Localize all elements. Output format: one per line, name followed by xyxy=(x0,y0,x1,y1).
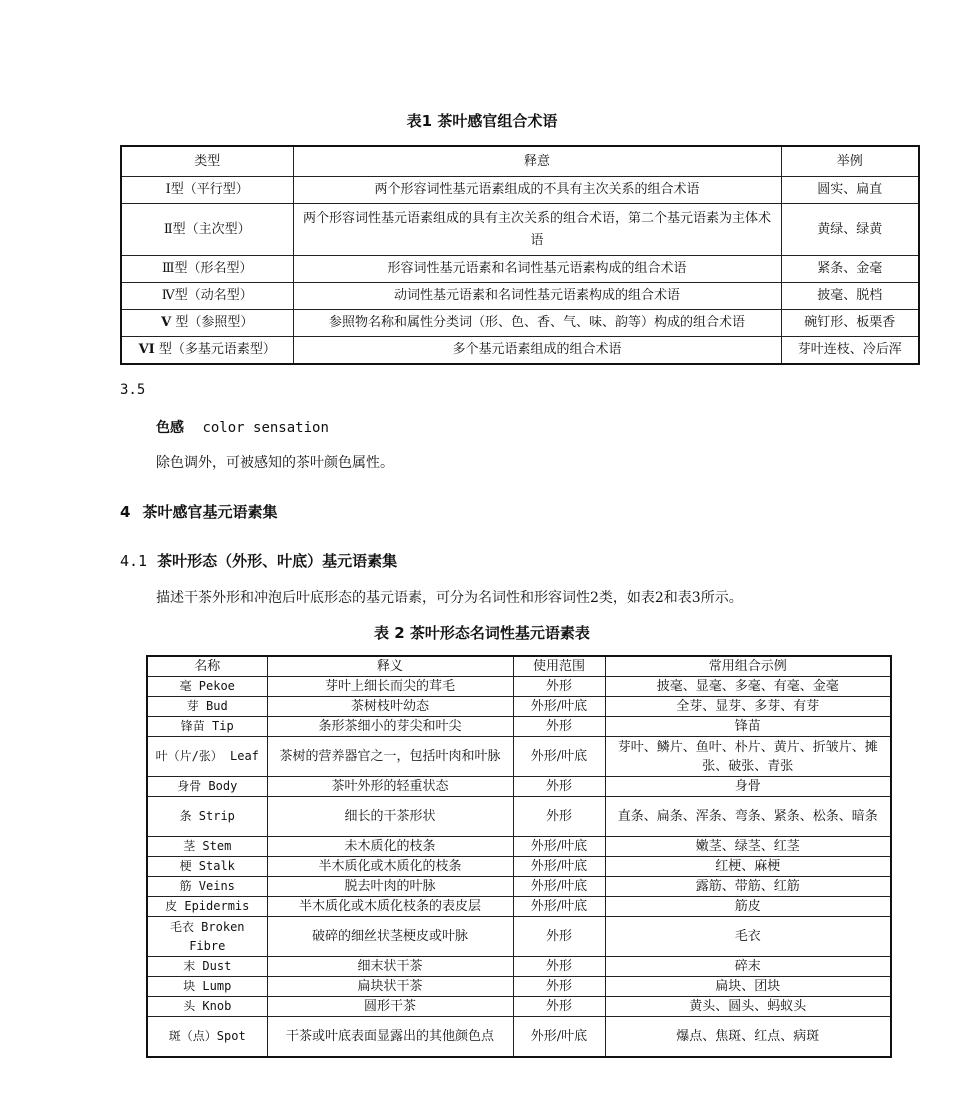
example-cell: 黄绿、绿黄 xyxy=(781,204,919,256)
type-cell: Ⅲ型（形名型） xyxy=(121,256,293,283)
examples-cell: 身骨 xyxy=(605,777,891,797)
body-paragraph: 描述干茶外形和冲泡后叶底形态的基元语素，可分为名词性和形容词性2类，如表2和表3所示。 xyxy=(156,590,743,606)
meaning-cell: 多个基元语素组成的组合术语 xyxy=(293,337,781,365)
table-row xyxy=(147,857,891,877)
meaning-cell: 扁块状干茶 xyxy=(267,977,513,997)
heading-title: 茶叶形态（外形、叶底）基元语素集 xyxy=(157,552,398,570)
heading-number: 4 xyxy=(120,503,131,521)
table-row xyxy=(147,897,891,917)
column-header: 举例 xyxy=(781,146,919,177)
name-cell: 毫 Pekoe xyxy=(147,677,267,697)
name-cell: 末 Dust xyxy=(147,957,267,977)
meaning-cell: 动词性基元语素和名词性基元语素构成的组合术语 xyxy=(293,283,781,310)
examples-cell: 红梗、麻梗 xyxy=(605,857,891,877)
name-cell: 头 Knob xyxy=(147,997,267,1017)
type-numeral: VI xyxy=(138,342,155,357)
meaning-cell: 芽叶上细长而尖的茸毛 xyxy=(267,677,513,697)
term-chinese: 色感 xyxy=(156,420,184,436)
meaning-cell: 未木质化的枝条 xyxy=(267,837,513,857)
type-numeral: V xyxy=(161,315,172,330)
table-row xyxy=(121,310,919,337)
scope-cell: 外形 xyxy=(513,977,605,997)
column-header: 常用组合示例 xyxy=(605,656,891,677)
examples-cell: 锋苗 xyxy=(605,717,891,737)
heading-title: 茶叶感官基元语素集 xyxy=(142,503,278,521)
examples-cell: 直条、扁条、浑条、弯条、紧条、松条、暗条 xyxy=(605,797,891,837)
scope-cell: 外形/叶底 xyxy=(513,737,605,777)
meaning-cell: 半木质化或木质化的枝条 xyxy=(267,857,513,877)
sensory-combination-terms-table xyxy=(120,145,920,365)
scope-cell: 外形/叶底 xyxy=(513,1017,605,1057)
examples-cell: 爆点、焦斑、红点、病斑 xyxy=(605,1017,891,1057)
examples-cell: 毛衣 xyxy=(605,917,891,957)
scope-cell: 外形 xyxy=(513,777,605,797)
example-cell: 碗钉形、板栗香 xyxy=(781,310,919,337)
scope-cell: 外形 xyxy=(513,917,605,957)
type-label: 型（参照型） xyxy=(171,315,254,330)
name-cell: 梗 Stalk xyxy=(147,857,267,877)
type-label: 型（多基元语素型） xyxy=(154,342,276,357)
name-cell: 锋苗 Tip xyxy=(147,717,267,737)
examples-cell: 全芽、显芽、多芽、有芽 xyxy=(605,697,891,717)
meaning-cell: 破碎的细丝状茎梗皮或叶脉 xyxy=(267,917,513,957)
meaning-cell: 条形茶细小的芽尖和叶尖 xyxy=(267,717,513,737)
table2-title: 表 2 茶叶形态名词性基元语素表 xyxy=(374,624,590,642)
scope-cell: 外形/叶底 xyxy=(513,697,605,717)
meaning-cell: 圆形干茶 xyxy=(267,997,513,1017)
scope-cell: 外形 xyxy=(513,677,605,697)
table-header-row xyxy=(121,146,919,177)
column-header: 释意 xyxy=(293,146,781,177)
examples-cell: 嫩茎、绿茎、红茎 xyxy=(605,837,891,857)
examples-cell: 露筋、带筋、红筋 xyxy=(605,877,891,897)
table-header-row xyxy=(147,656,891,677)
table-row xyxy=(147,797,891,837)
example-cell: 圆实、扁直 xyxy=(781,177,919,204)
morphology-noun-morphemes-table xyxy=(146,655,892,1058)
scope-cell: 外形/叶底 xyxy=(513,837,605,857)
table-row xyxy=(121,204,919,256)
name-cell: 块 Lump xyxy=(147,977,267,997)
table-row xyxy=(147,717,891,737)
table-row xyxy=(121,337,919,365)
name-cell: 身骨 Body xyxy=(147,777,267,797)
type-cell: Ⅰ型（平行型） xyxy=(121,177,293,204)
table-row xyxy=(147,957,891,977)
meaning-cell: 干茶或叶底表面显露出的其他颜色点 xyxy=(267,1017,513,1057)
term-definition: 除色调外，可被感知的茶叶颜色属性。 xyxy=(156,455,394,471)
column-header: 类型 xyxy=(121,146,293,177)
examples-cell: 扁块、团块 xyxy=(605,977,891,997)
heading-number: 4.1 xyxy=(120,552,148,570)
type-cell: Ⅳ型（动名型） xyxy=(121,283,293,310)
examples-cell: 披毫、显毫、多毫、有毫、金毫 xyxy=(605,677,891,697)
name-cell: 皮 Epidermis xyxy=(147,897,267,917)
meaning-cell: 两个形容词性基元语素组成的具有主次关系的组合术语，第二个基元语素为主体术语 xyxy=(293,204,781,256)
table-row xyxy=(147,677,891,697)
name-cell: 条 Strip xyxy=(147,797,267,837)
example-cell: 芽叶连枝、冷后浑 xyxy=(781,337,919,365)
meaning-cell: 参照物名称和属性分类词（形、色、香、气、味、韵等）构成的组合术语 xyxy=(293,310,781,337)
table-row xyxy=(147,917,891,957)
table-row xyxy=(121,283,919,310)
term-entry xyxy=(156,417,329,437)
column-header: 使用范围 xyxy=(513,656,605,677)
examples-cell: 芽叶、鳞片、鱼叶、朴片、黄片、折皱片、摊张、破张、青张 xyxy=(605,737,891,777)
scope-cell: 外形 xyxy=(513,997,605,1017)
meaning-cell: 脱去叶肉的叶脉 xyxy=(267,877,513,897)
term-english: color sensation xyxy=(202,420,329,436)
example-cell: 紧条、金毫 xyxy=(781,256,919,283)
examples-cell: 筋皮 xyxy=(605,897,891,917)
meaning-cell: 细末状干茶 xyxy=(267,957,513,977)
table-row xyxy=(147,1017,891,1057)
table-row xyxy=(147,697,891,717)
table-row xyxy=(147,777,891,797)
scope-cell: 外形 xyxy=(513,717,605,737)
name-cell: 芽 Bud xyxy=(147,697,267,717)
table-row xyxy=(147,837,891,857)
section-heading xyxy=(120,501,277,522)
scope-cell: 外形/叶底 xyxy=(513,857,605,877)
table-row xyxy=(147,977,891,997)
name-cell: 叶（片/张） Leaf xyxy=(147,737,267,777)
type-cell xyxy=(121,337,293,365)
table-row xyxy=(147,877,891,897)
meaning-cell: 半木质化或木质化枝条的表皮层 xyxy=(267,897,513,917)
name-cell: 斑（点）Spot xyxy=(147,1017,267,1057)
meaning-cell: 细长的干茶形状 xyxy=(267,797,513,837)
meaning-cell: 茶树枝叶幼态 xyxy=(267,697,513,717)
scope-cell: 外形/叶底 xyxy=(513,877,605,897)
examples-cell: 碎末 xyxy=(605,957,891,977)
meaning-cell: 茶叶外形的轻重状态 xyxy=(267,777,513,797)
column-header: 释义 xyxy=(267,656,513,677)
table-row xyxy=(147,997,891,1017)
table-row xyxy=(121,256,919,283)
name-cell: 毛衣 Broken Fibre xyxy=(147,917,267,957)
table1-title: 表1 茶叶感官组合术语 xyxy=(406,112,558,130)
type-cell xyxy=(121,310,293,337)
column-header: 名称 xyxy=(147,656,267,677)
scope-cell: 外形/叶底 xyxy=(513,897,605,917)
table-row xyxy=(121,177,919,204)
example-cell: 披毫、脱档 xyxy=(781,283,919,310)
meaning-cell: 形容词性基元语素和名词性基元语素构成的组合术语 xyxy=(293,256,781,283)
name-cell: 茎 Stem xyxy=(147,837,267,857)
examples-cell: 黄头、圆头、蚂蚁头 xyxy=(605,997,891,1017)
meaning-cell: 两个形容词性基元语素组成的不具有主次关系的组合术语 xyxy=(293,177,781,204)
meaning-cell: 茶树的营养器官之一，包括叶肉和叶脉 xyxy=(267,737,513,777)
type-cell: Ⅱ型（主次型） xyxy=(121,204,293,256)
table-row xyxy=(147,737,891,777)
scope-cell: 外形 xyxy=(513,797,605,837)
section-number: 3.5 xyxy=(120,382,146,398)
name-cell: 筋 Veins xyxy=(147,877,267,897)
subsection-heading xyxy=(120,550,397,571)
scope-cell: 外形 xyxy=(513,957,605,977)
